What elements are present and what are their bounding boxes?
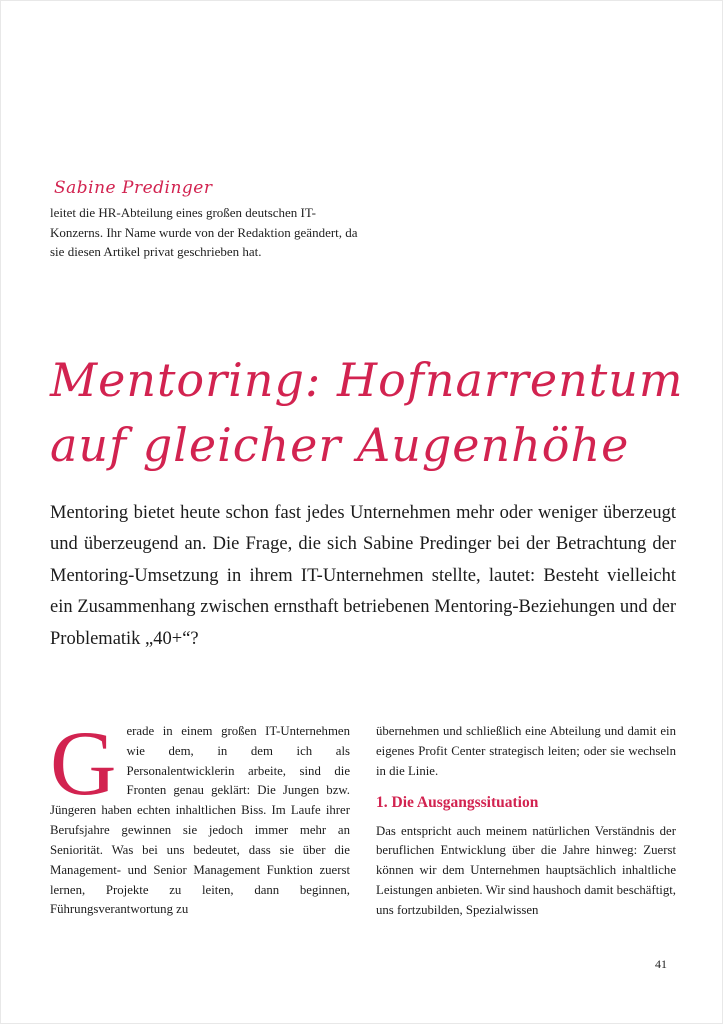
body-paragraph-3: Das entspricht auch meinem natürlichen Verständnis der beruflichen Entwicklung über die Jahre hinweg: Zuerst können wir dem Unternehmen hauptsächlich inhaltliche Leistungen anbieten. Wir sind haushoch damit beschäftigt, uns fortzubilden, Spezialwissen — [376, 823, 676, 917]
author-name: Sabine Predinger — [54, 178, 213, 198]
body-column-left — [50, 712, 350, 921]
page-number: 41 — [655, 957, 667, 971]
body-paragraph-1-text: erade in einem großen IT-Unternehmen wie dem, in dem ich als Personalentwicklerin arbeite, sind die Fronten genau geklärt: Die Jungen bzw. Jüngeren haben echten inhaltlichen Biss. Im Laufe ihrer Berufsjahre gewinnen sie jedoch immer mehr an Seniorität. Was bei uns bedeutet, dass sie über die Management- und Senior Management Funktion zuerst lernen, Projekte zu leiten, dann beginnen, Führungsverantwortung zu — [50, 724, 350, 917]
headline-line-2: auf gleicher Augenhöhe — [50, 418, 630, 473]
body-column-right — [376, 722, 676, 921]
section-heading-1: 1. Die Ausgangssituation — [376, 794, 539, 812]
headline-line-1: Mentoring: Hofnarrentum — [50, 353, 684, 407]
body-columns — [50, 712, 676, 921]
lead-paragraph: Mentoring bietet heute schon fast jedes Unternehmen mehr oder weniger überzeugt und überzeugend an. Die Frage, die sich Sabine Predinger bei der Betrachtung der Mentoring-Umsetzung in ihrem IT-Unternehmen stellte, lautet: Besteht vielleicht ein Zusammenhang zwischen ernsthaft betriebenen Mentoring-Beziehungen und der Problematik „40+“? — [50, 503, 676, 649]
body-paragraph-2: übernehmen und schließlich eine Abteilung und damit ein eigenes Profit Center strategisch leiten; oder sie wechseln in die Linie. — [376, 724, 676, 778]
drop-cap: G — [50, 712, 117, 814]
article-headline — [50, 348, 690, 479]
author-bio: leitet die HR-Abteilung eines großen deutschen IT-Konzerns. Ihr Name wurde von der Redaktion geändert, da sie diesen Artikel privat geschrieben hat. — [50, 205, 358, 259]
body-paragraph-1 — [50, 712, 350, 920]
